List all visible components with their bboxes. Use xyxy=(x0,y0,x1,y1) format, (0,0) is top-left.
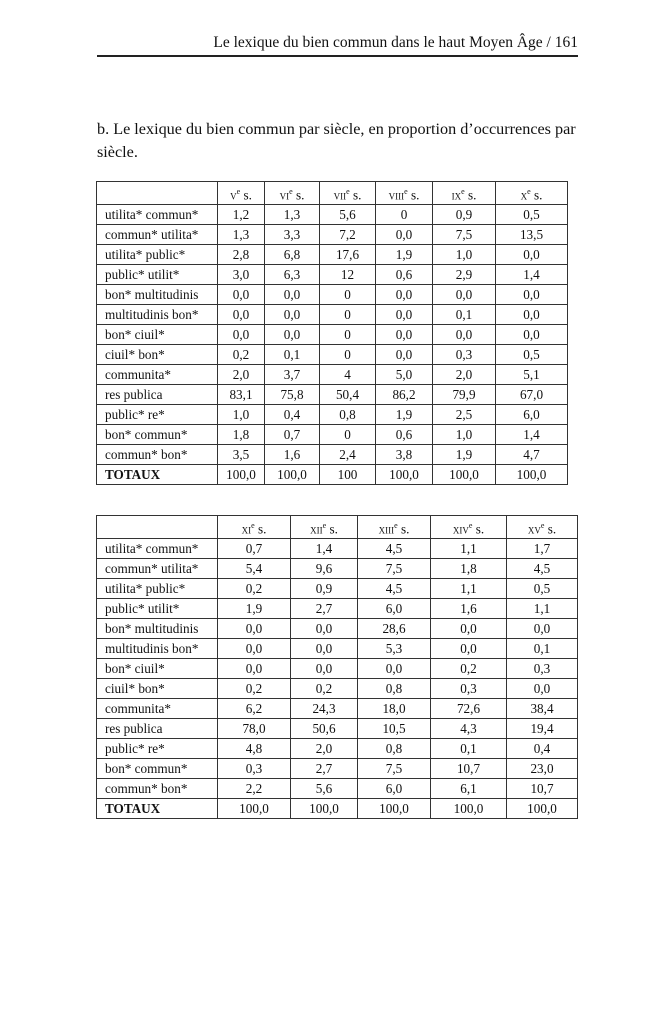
value-cell: 100,0 xyxy=(433,465,496,485)
century-numeral: ix xyxy=(451,187,462,203)
row-label: communita* xyxy=(97,365,218,385)
column-header xyxy=(218,516,291,539)
value-cell: 0,0 xyxy=(376,305,433,325)
value-cell: 6,0 xyxy=(358,779,431,799)
century-abbrev: s. xyxy=(349,187,362,203)
value-cell: 0,2 xyxy=(291,679,358,699)
value-cell: 4,3 xyxy=(431,719,507,739)
row-label: bon* ciuil* xyxy=(97,659,218,679)
value-cell: 3,5 xyxy=(218,445,265,465)
value-cell: 0,2 xyxy=(218,579,291,599)
century-abbrev: s. xyxy=(464,187,477,203)
table-row xyxy=(97,539,578,559)
value-cell: 4,5 xyxy=(358,539,431,559)
value-cell: 1,8 xyxy=(431,559,507,579)
century-abbrev: s. xyxy=(240,187,252,203)
value-cell: 5,6 xyxy=(291,779,358,799)
row-label: res publica xyxy=(97,385,218,405)
table-row xyxy=(97,445,568,465)
value-cell: 2,4 xyxy=(320,445,376,465)
row-label: multitudinis bon* xyxy=(97,305,218,325)
total-row xyxy=(97,465,568,485)
century-abbrev: s. xyxy=(544,521,557,537)
value-cell: 0,7 xyxy=(265,425,320,445)
table-row xyxy=(97,365,568,385)
value-cell: 5,4 xyxy=(218,559,291,579)
value-cell: 0,7 xyxy=(218,539,291,559)
value-cell: 3,0 xyxy=(218,265,265,285)
value-cell: 4,7 xyxy=(496,445,568,465)
value-cell: 0,0 xyxy=(265,285,320,305)
value-cell: 0,0 xyxy=(218,659,291,679)
value-cell: 4 xyxy=(320,365,376,385)
century-abbrev: s. xyxy=(530,187,543,203)
value-cell: 10,7 xyxy=(431,759,507,779)
value-cell: 0,3 xyxy=(507,659,578,679)
value-cell: 0 xyxy=(320,325,376,345)
value-cell: 13,5 xyxy=(496,225,568,245)
row-label: utilita* public* xyxy=(97,579,218,599)
century-suffix: e xyxy=(251,521,255,530)
row-label: public* re* xyxy=(97,739,218,759)
row-label: ciuil* bon* xyxy=(97,345,218,365)
value-cell: 2,2 xyxy=(218,779,291,799)
value-cell: 1,8 xyxy=(218,425,265,445)
value-cell: 1,6 xyxy=(265,445,320,465)
value-cell: 0,8 xyxy=(358,679,431,699)
table-row xyxy=(97,305,568,325)
row-label: commun* utilita* xyxy=(97,225,218,245)
value-cell: 9,6 xyxy=(291,559,358,579)
value-cell: 0,1 xyxy=(433,305,496,325)
value-cell: 1,3 xyxy=(265,205,320,225)
value-cell: 0,0 xyxy=(291,639,358,659)
table-row xyxy=(97,425,568,445)
value-cell: 2,0 xyxy=(218,365,265,385)
value-cell: 10,5 xyxy=(358,719,431,739)
century-abbrev: s. xyxy=(407,187,420,203)
row-label: multitudinis bon* xyxy=(97,639,218,659)
value-cell: 5,0 xyxy=(376,365,433,385)
value-cell: 100,0 xyxy=(291,799,358,819)
value-cell: 0,0 xyxy=(376,345,433,365)
value-cell: 0,9 xyxy=(291,579,358,599)
century-suffix: e xyxy=(540,521,545,530)
value-cell: 50,4 xyxy=(320,385,376,405)
value-cell: 100,0 xyxy=(265,465,320,485)
value-cell: 0,5 xyxy=(496,205,568,225)
total-row xyxy=(97,799,578,819)
value-cell: 0,0 xyxy=(358,659,431,679)
value-cell: 67,0 xyxy=(496,385,568,405)
value-cell: 100,0 xyxy=(496,465,568,485)
value-cell: 1,4 xyxy=(496,425,568,445)
value-cell: 0,0 xyxy=(218,305,265,325)
value-cell: 7,2 xyxy=(320,225,376,245)
value-cell: 0,0 xyxy=(431,639,507,659)
value-cell: 1,9 xyxy=(376,245,433,265)
value-cell: 0,0 xyxy=(496,305,568,325)
table-row xyxy=(97,559,578,579)
century-suffix: e xyxy=(468,521,473,530)
value-cell: 12 xyxy=(320,265,376,285)
century-suffix: e xyxy=(322,521,327,530)
table-row xyxy=(97,719,578,739)
row-label: bon* commun* xyxy=(97,759,218,779)
column-header xyxy=(507,516,578,539)
value-cell: 2,7 xyxy=(291,599,358,619)
value-cell: 0,0 xyxy=(496,245,568,265)
century-abbrev: s. xyxy=(326,521,338,537)
value-cell: 0,0 xyxy=(265,325,320,345)
value-cell: 0,0 xyxy=(507,619,578,639)
value-cell: 0,2 xyxy=(218,679,291,699)
corner-cell xyxy=(97,516,218,539)
century-abbrev: s. xyxy=(472,521,485,537)
table-row xyxy=(97,739,578,759)
value-cell: 1,0 xyxy=(433,425,496,445)
century-numeral: xiv xyxy=(452,521,469,537)
value-cell: 100,0 xyxy=(507,799,578,819)
century-suffix: e xyxy=(404,187,408,196)
value-cell: 0,1 xyxy=(265,345,320,365)
corner-cell xyxy=(97,182,218,205)
value-cell: 0,0 xyxy=(218,285,265,305)
value-cell: 0,1 xyxy=(431,739,507,759)
table-row xyxy=(97,579,578,599)
column-header xyxy=(496,182,568,205)
table-row xyxy=(97,325,568,345)
century-numeral: v xyxy=(230,187,237,203)
table-row xyxy=(97,285,568,305)
century-numeral: xiii xyxy=(378,521,395,537)
value-cell: 75,8 xyxy=(265,385,320,405)
table-row xyxy=(97,405,568,425)
value-cell: 100,0 xyxy=(218,465,265,485)
value-cell: 1,3 xyxy=(218,225,265,245)
row-label: bon* multitudinis xyxy=(97,619,218,639)
century-suffix: e xyxy=(527,187,531,196)
value-cell: 1,9 xyxy=(433,445,496,465)
value-cell: 2,0 xyxy=(291,739,358,759)
value-cell: 3,8 xyxy=(376,445,433,465)
value-cell: 1,4 xyxy=(496,265,568,285)
value-cell: 1,6 xyxy=(431,599,507,619)
value-cell: 1,4 xyxy=(291,539,358,559)
value-cell: 100 xyxy=(320,465,376,485)
value-cell: 0,3 xyxy=(218,759,291,779)
row-label: commun* bon* xyxy=(97,445,218,465)
table-centuries-5-10 xyxy=(96,181,568,485)
value-cell: 5,1 xyxy=(496,365,568,385)
row-label: utilita* commun* xyxy=(97,539,218,559)
value-cell: 2,7 xyxy=(291,759,358,779)
value-cell: 86,2 xyxy=(376,385,433,405)
table-header-row xyxy=(97,182,568,205)
table-row xyxy=(97,779,578,799)
column-header xyxy=(218,182,265,205)
century-numeral: vi xyxy=(279,187,290,203)
value-cell: 0,6 xyxy=(376,265,433,285)
row-label: communita* xyxy=(97,699,218,719)
value-cell: 6,0 xyxy=(496,405,568,425)
value-cell: 0 xyxy=(320,425,376,445)
value-cell: 0,5 xyxy=(507,579,578,599)
value-cell: 0,0 xyxy=(376,325,433,345)
value-cell: 0,3 xyxy=(431,679,507,699)
value-cell: 4,8 xyxy=(218,739,291,759)
row-label: utilita* public* xyxy=(97,245,218,265)
value-cell: 6,2 xyxy=(218,699,291,719)
row-label: ciuil* bon* xyxy=(97,679,218,699)
table-row xyxy=(97,385,568,405)
century-numeral: xi xyxy=(241,521,252,537)
century-numeral: xv xyxy=(527,521,541,537)
value-cell: 17,6 xyxy=(320,245,376,265)
table-header-row xyxy=(97,516,578,539)
value-cell: 0,5 xyxy=(496,345,568,365)
value-cell: 0,0 xyxy=(433,325,496,345)
century-abbrev: s. xyxy=(254,521,267,537)
row-label: bon* ciuil* xyxy=(97,325,218,345)
century-suffix: e xyxy=(289,187,293,196)
table-row xyxy=(97,659,578,679)
value-cell: 1,2 xyxy=(218,205,265,225)
row-label: res publica xyxy=(97,719,218,739)
value-cell: 24,3 xyxy=(291,699,358,719)
value-cell: 0,0 xyxy=(291,659,358,679)
value-cell: 100,0 xyxy=(358,799,431,819)
table-row xyxy=(97,699,578,719)
value-cell: 0,0 xyxy=(496,325,568,345)
value-cell: 2,9 xyxy=(433,265,496,285)
row-label: public* utilit* xyxy=(97,265,218,285)
column-header xyxy=(358,516,431,539)
value-cell: 1,0 xyxy=(433,245,496,265)
value-cell: 1,0 xyxy=(218,405,265,425)
row-label: commun* utilita* xyxy=(97,559,218,579)
table-row xyxy=(97,619,578,639)
value-cell: 0,2 xyxy=(218,345,265,365)
table-row xyxy=(97,599,578,619)
century-numeral: vii xyxy=(333,187,347,203)
value-cell: 78,0 xyxy=(218,719,291,739)
value-cell: 3,3 xyxy=(265,225,320,245)
value-cell: 0,1 xyxy=(507,639,578,659)
table-row xyxy=(97,265,568,285)
row-label: commun* bon* xyxy=(97,779,218,799)
column-header xyxy=(431,516,507,539)
century-numeral: x xyxy=(520,187,528,203)
value-cell: 100,0 xyxy=(431,799,507,819)
century-suffix: e xyxy=(394,521,398,530)
value-cell: 0,0 xyxy=(291,619,358,639)
value-cell: 0,0 xyxy=(433,285,496,305)
table-row xyxy=(97,245,568,265)
value-cell: 2,8 xyxy=(218,245,265,265)
value-cell: 0,0 xyxy=(376,225,433,245)
value-cell: 7,5 xyxy=(358,759,431,779)
value-cell: 0,0 xyxy=(507,679,578,699)
value-cell: 0,0 xyxy=(431,619,507,639)
value-cell: 6,3 xyxy=(265,265,320,285)
table-row xyxy=(97,759,578,779)
value-cell: 4,5 xyxy=(507,559,578,579)
row-label: TOTAUX xyxy=(97,465,218,485)
value-cell: 28,6 xyxy=(358,619,431,639)
row-label: TOTAUX xyxy=(97,799,218,819)
row-label: bon* multitudinis xyxy=(97,285,218,305)
value-cell: 4,5 xyxy=(358,579,431,599)
value-cell: 1,7 xyxy=(507,539,578,559)
table-row xyxy=(97,205,568,225)
value-cell: 0,0 xyxy=(376,285,433,305)
value-cell: 0 xyxy=(320,305,376,325)
century-abbrev: s. xyxy=(292,187,305,203)
value-cell: 50,6 xyxy=(291,719,358,739)
value-cell: 7,5 xyxy=(358,559,431,579)
value-cell: 5,3 xyxy=(358,639,431,659)
value-cell: 0,0 xyxy=(218,619,291,639)
value-cell: 100,0 xyxy=(218,799,291,819)
table-row xyxy=(97,345,568,365)
century-abbrev: s. xyxy=(397,521,410,537)
value-cell: 0 xyxy=(320,345,376,365)
value-cell: 0,8 xyxy=(358,739,431,759)
value-cell: 1,1 xyxy=(507,599,578,619)
value-cell: 0 xyxy=(376,205,433,225)
value-cell: 2,5 xyxy=(433,405,496,425)
value-cell: 10,7 xyxy=(507,779,578,799)
table-centuries-11-15 xyxy=(96,515,578,819)
value-cell: 100,0 xyxy=(376,465,433,485)
row-label: bon* commun* xyxy=(97,425,218,445)
value-cell: 0,4 xyxy=(507,739,578,759)
century-suffix: e xyxy=(236,187,241,196)
value-cell: 1,9 xyxy=(218,599,291,619)
value-cell: 0 xyxy=(320,285,376,305)
value-cell: 3,7 xyxy=(265,365,320,385)
column-header xyxy=(376,182,433,205)
value-cell: 0,2 xyxy=(431,659,507,679)
value-cell: 6,0 xyxy=(358,599,431,619)
value-cell: 83,1 xyxy=(218,385,265,405)
value-cell: 1,1 xyxy=(431,539,507,559)
value-cell: 0,9 xyxy=(433,205,496,225)
value-cell: 0,0 xyxy=(218,639,291,659)
value-cell: 2,0 xyxy=(433,365,496,385)
table-row xyxy=(97,639,578,659)
century-numeral: viii xyxy=(388,187,405,203)
value-cell: 0,0 xyxy=(218,325,265,345)
value-cell: 23,0 xyxy=(507,759,578,779)
value-cell: 18,0 xyxy=(358,699,431,719)
value-cell: 38,4 xyxy=(507,699,578,719)
row-label: public* re* xyxy=(97,405,218,425)
value-cell: 0,3 xyxy=(433,345,496,365)
value-cell: 0,0 xyxy=(265,305,320,325)
value-cell: 6,8 xyxy=(265,245,320,265)
value-cell: 5,6 xyxy=(320,205,376,225)
value-cell: 72,6 xyxy=(431,699,507,719)
row-label: utilita* commun* xyxy=(97,205,218,225)
value-cell: 19,4 xyxy=(507,719,578,739)
value-cell: 0,4 xyxy=(265,405,320,425)
column-header xyxy=(265,182,320,205)
value-cell: 0,8 xyxy=(320,405,376,425)
value-cell: 6,1 xyxy=(431,779,507,799)
value-cell: 0,0 xyxy=(496,285,568,305)
column-header xyxy=(433,182,496,205)
value-cell: 0,6 xyxy=(376,425,433,445)
row-label: public* utilit* xyxy=(97,599,218,619)
century-numeral: xii xyxy=(310,521,323,537)
value-cell: 1,1 xyxy=(431,579,507,599)
table-row xyxy=(97,679,578,699)
century-suffix: e xyxy=(346,187,350,196)
column-header xyxy=(291,516,358,539)
column-header xyxy=(320,182,376,205)
century-suffix: e xyxy=(461,187,465,196)
value-cell: 1,9 xyxy=(376,405,433,425)
table-caption: b. Le lexique du bien commun par siècle, en proportion d’occurrences par siècle. xyxy=(97,120,576,161)
value-cell: 79,9 xyxy=(433,385,496,405)
value-cell: 7,5 xyxy=(433,225,496,245)
table-row xyxy=(97,225,568,245)
running-head: Le lexique du bien commun dans le haut Moyen Âge / 161 xyxy=(97,33,578,57)
